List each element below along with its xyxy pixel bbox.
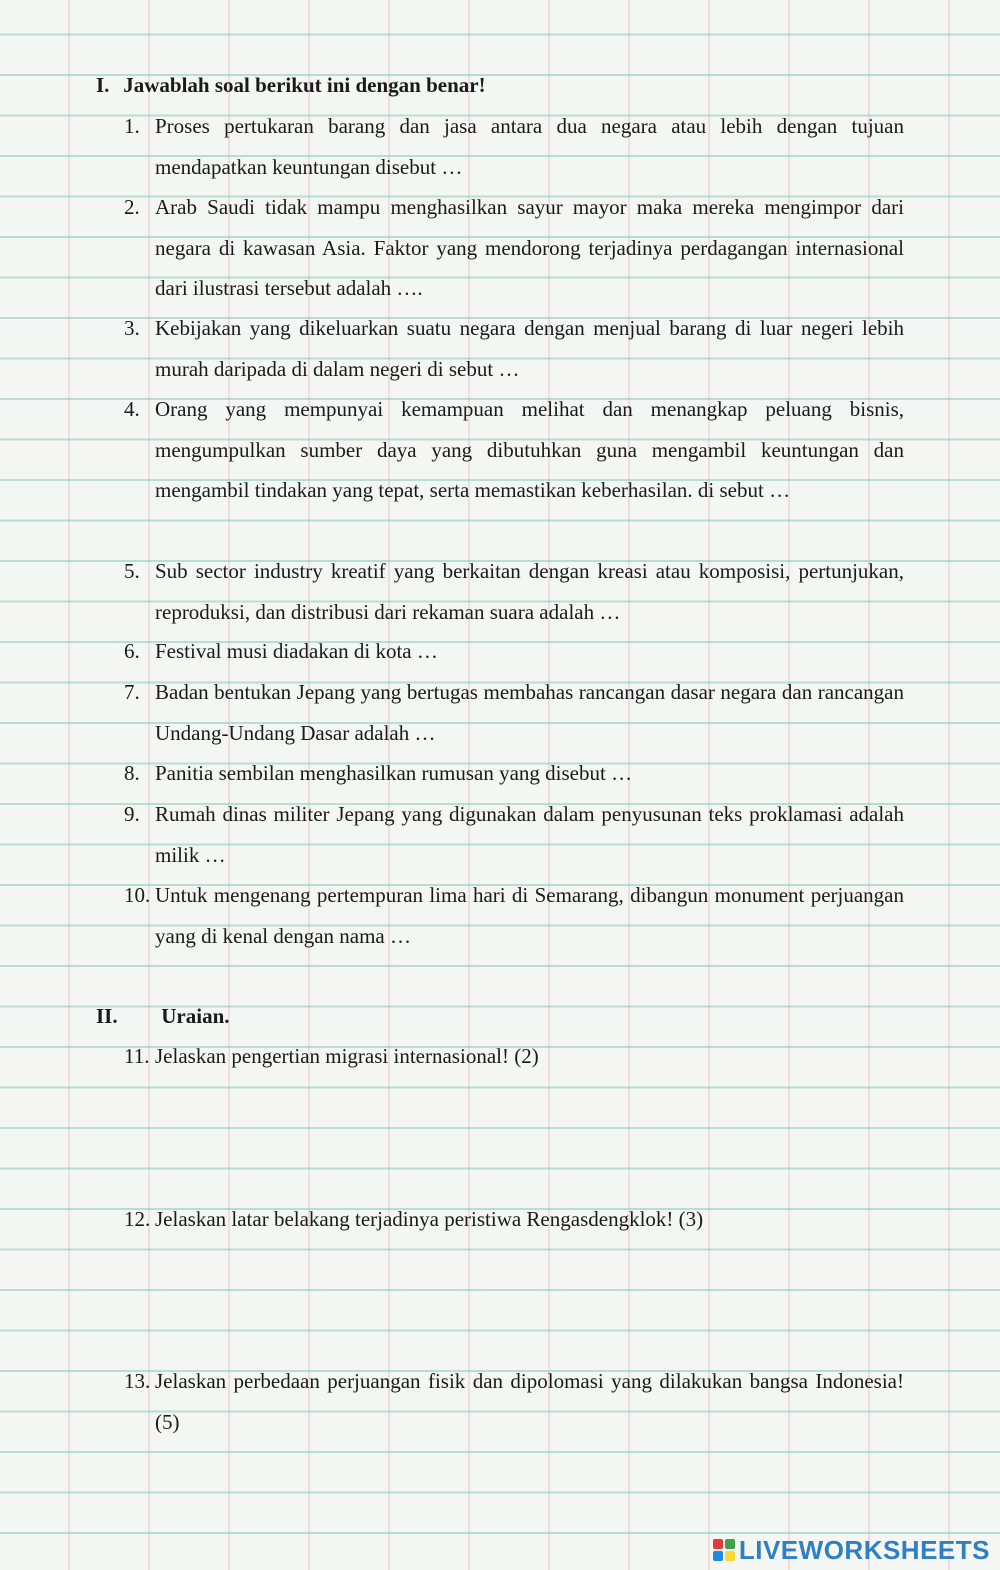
logo-square bbox=[725, 1539, 735, 1549]
question-text: Proses pertukaran barang dan jasa antara dua negara atau lebih dengan tujuan mendapatkan keuntungan disebut … bbox=[155, 114, 904, 179]
logo-square bbox=[725, 1551, 735, 1561]
logo-text: LIVEWORKSHEETS bbox=[738, 1534, 990, 1565]
question-number: 1. bbox=[124, 114, 140, 138]
question-text: Jelaskan pengertian migrasi internasional! (2) bbox=[155, 1044, 539, 1068]
question-text: Festival musi diadakan di kota … bbox=[155, 639, 438, 663]
question-number: 10. bbox=[124, 883, 151, 907]
question-number: 13. bbox=[124, 1369, 151, 1393]
question-number: 6. bbox=[124, 639, 140, 663]
question-text: Orang yang mempunyai kemampuan melihat dan menangkap peluang bisnis, mengumpulkan sumber daya yang dibutuhkan guna mengambil keuntungan dan mengambil tindakan yang tepat, serta memastikan keberhasilan. di sebut … bbox=[155, 397, 904, 502]
question-item bbox=[124, 308, 904, 389]
question-number: 4. bbox=[124, 397, 140, 421]
essay-question-item bbox=[124, 1199, 904, 1240]
question-text: Sub sector industry kreatif yang berkaitan dengan kreasi atau komposisi, pertunjukan, reproduksi, dan distribusi dari rekaman suara adalah … bbox=[155, 559, 904, 624]
question-item bbox=[124, 753, 904, 794]
question-text: Arab Saudi tidak mampu menghasilkan sayur mayor maka mereka mengimpor dari negara di kawasan Asia. Faktor yang mendorong terjadinya perdagangan internasional dari ilustrasi tersebut adalah …. bbox=[155, 195, 904, 300]
question-item bbox=[124, 631, 904, 672]
question-number: 11. bbox=[124, 1044, 150, 1068]
question-item bbox=[124, 875, 904, 956]
question-number: 12. bbox=[124, 1207, 151, 1231]
logo-square bbox=[713, 1539, 723, 1549]
question-text: Kebijakan yang dikeluarkan suatu negara dengan menjual barang di luar negeri lebih murah daripada di dalam negeri di sebut … bbox=[155, 316, 904, 381]
section-2-number: II. bbox=[96, 1004, 118, 1028]
question-text: Rumah dinas militer Jepang yang digunakan dalam penyusunan teks proklamasi adalah milik … bbox=[155, 802, 904, 867]
question-item bbox=[124, 672, 904, 753]
question-text: Panitia sembilan menghasilkan rumusan yang disebut … bbox=[155, 761, 633, 785]
section-1-heading bbox=[96, 71, 486, 99]
question-item bbox=[124, 187, 904, 309]
question-item bbox=[124, 794, 904, 875]
question-number: 8. bbox=[124, 761, 140, 785]
question-number: 3. bbox=[124, 316, 140, 340]
section-2-title: Uraian. bbox=[161, 1004, 230, 1028]
question-number: 9. bbox=[124, 802, 140, 826]
question-item bbox=[124, 106, 904, 187]
liveworksheets-logo bbox=[713, 1536, 990, 1564]
section-1-number: I. bbox=[96, 73, 110, 97]
question-text: Jelaskan perbedaan perjuangan fisik dan dipolomasi yang dilakukan bangsa Indonesia! (5) bbox=[155, 1369, 904, 1434]
question-item bbox=[124, 551, 904, 632]
section-1-title: Jawablah soal berikut ini dengan benar! bbox=[123, 73, 486, 97]
logo-square bbox=[713, 1551, 723, 1561]
question-number: 2. bbox=[124, 195, 140, 219]
question-text: Untuk mengenang pertempuran lima hari di Semarang, dibangun monument perjuangan yang di kenal dengan nama … bbox=[155, 883, 904, 948]
question-text: Jelaskan latar belakang terjadinya peristiwa Rengasdengklok! (3) bbox=[155, 1207, 704, 1231]
question-text: Badan bentukan Jepang yang bertugas membahas rancangan dasar negara dan rancangan Undang-Undang Dasar adalah … bbox=[155, 680, 904, 745]
liveworksheets-mark-icon bbox=[713, 1539, 735, 1561]
question-item bbox=[124, 389, 904, 511]
section-2-heading bbox=[96, 1002, 230, 1030]
question-number: 5. bbox=[124, 559, 140, 583]
essay-question-item bbox=[124, 1036, 904, 1077]
essay-question-item bbox=[124, 1361, 904, 1442]
question-number: 7. bbox=[124, 680, 140, 704]
